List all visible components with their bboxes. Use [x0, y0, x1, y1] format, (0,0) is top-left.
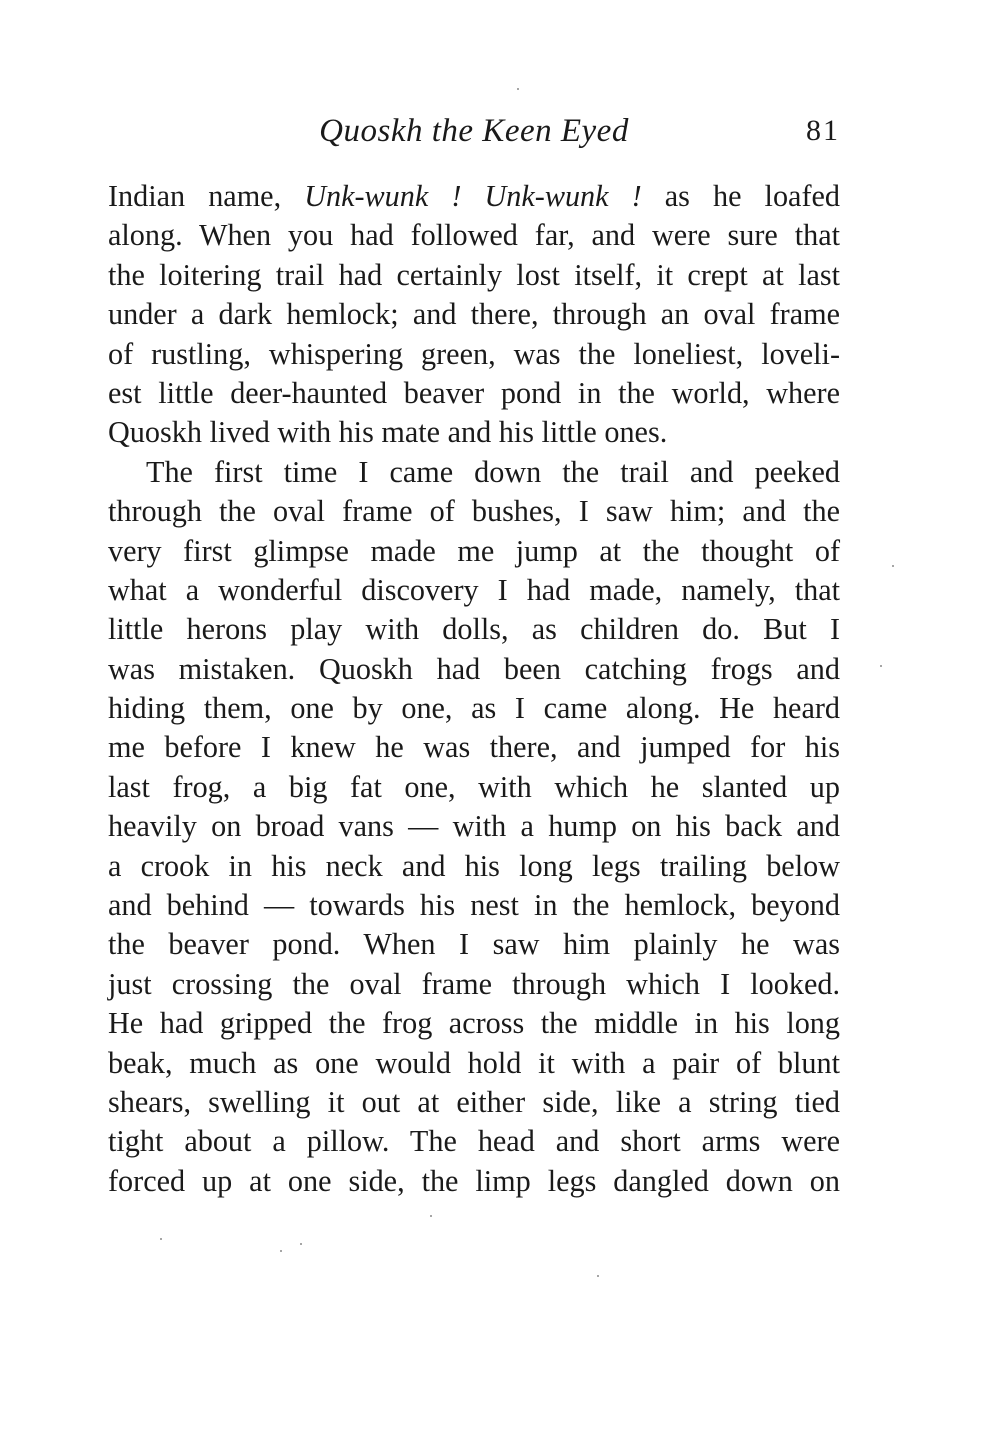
scan-speck: [892, 565, 894, 567]
scan-speck: [430, 1215, 432, 1217]
text-line: me before I knew he was there, and jumped for his: [108, 730, 840, 765]
running-head: [108, 108, 840, 154]
text-line: [108, 177, 840, 216]
text-line: He had gripped the frog across the middle in his long: [108, 1006, 840, 1041]
scan-speck: [160, 1238, 162, 1240]
text-line: little herons play with dolls, as children do. But I: [108, 612, 840, 647]
text-line: very first glimpse made me jump at the thought of: [108, 533, 840, 568]
scan-speck: [517, 88, 519, 90]
text-line: shears, swelling it out at either side, like a string tied: [108, 1084, 840, 1119]
text-line: and behind — towards his nest in the hemlock, beyond: [108, 888, 840, 923]
paragraph: [108, 453, 840, 1201]
text-line: last frog, a big fat one, with which he slanted up: [108, 769, 840, 804]
italic-call: Unk-wunk !: [484, 179, 642, 213]
text-line: Quoskh lived with his mate and his little ones.: [108, 415, 668, 450]
text-line: The first time I came down the trail and peeked: [146, 454, 840, 489]
text-line: est little deer-haunted beaver pond in the world, where: [108, 375, 840, 410]
text-line: under a dark hemlock; and there, through an oval frame: [108, 297, 840, 332]
page-number: 81: [806, 114, 840, 147]
body-text: [108, 177, 840, 1201]
italic-call: Unk-wunk !: [304, 179, 462, 213]
text-line: of rustling, whispering green, was the loneliest, loveli-: [108, 336, 840, 371]
chapter-title: Quoskh the Keen Eyed: [319, 113, 629, 149]
text-line: beak, much as one would hold it with a pair of blunt: [108, 1045, 840, 1080]
text-line: the loitering trail had certainly lost itself, it crept at last: [108, 257, 840, 292]
text-fragment: Indian name,: [108, 179, 305, 213]
text-line: hiding them, one by one, as I came along. He heard: [108, 691, 840, 726]
text-line: heavily on broad vans — with a hump on his back and: [108, 809, 840, 844]
scan-speck: [880, 665, 882, 667]
text-line: along. When you had followed far, and were sure that: [108, 218, 840, 253]
text-line: was mistaken. Quoskh had been catching frogs and: [108, 651, 840, 686]
paragraph: [108, 177, 840, 453]
scan-speck: [280, 1250, 282, 1252]
text-line: the beaver pond. When I saw him plainly he was: [108, 927, 840, 962]
scan-speck: [597, 1275, 599, 1277]
text-line: just crossing the oval frame through which I looked.: [108, 966, 840, 1001]
text-fragment: [461, 179, 484, 213]
scan-speck: [300, 1243, 302, 1245]
text-line: through the oval frame of bushes, I saw him; and the: [108, 494, 840, 529]
text-line: forced up at one side, the limp legs dangled down on: [108, 1163, 840, 1198]
text-line: a crook in his neck and his long legs trailing below: [108, 848, 840, 883]
text-line: tight about a pillow. The head and short arms were: [108, 1124, 840, 1159]
text-fragment: as he loafed: [641, 179, 840, 213]
text-line: what a wonderful discovery I had made, namely, that: [108, 572, 840, 607]
